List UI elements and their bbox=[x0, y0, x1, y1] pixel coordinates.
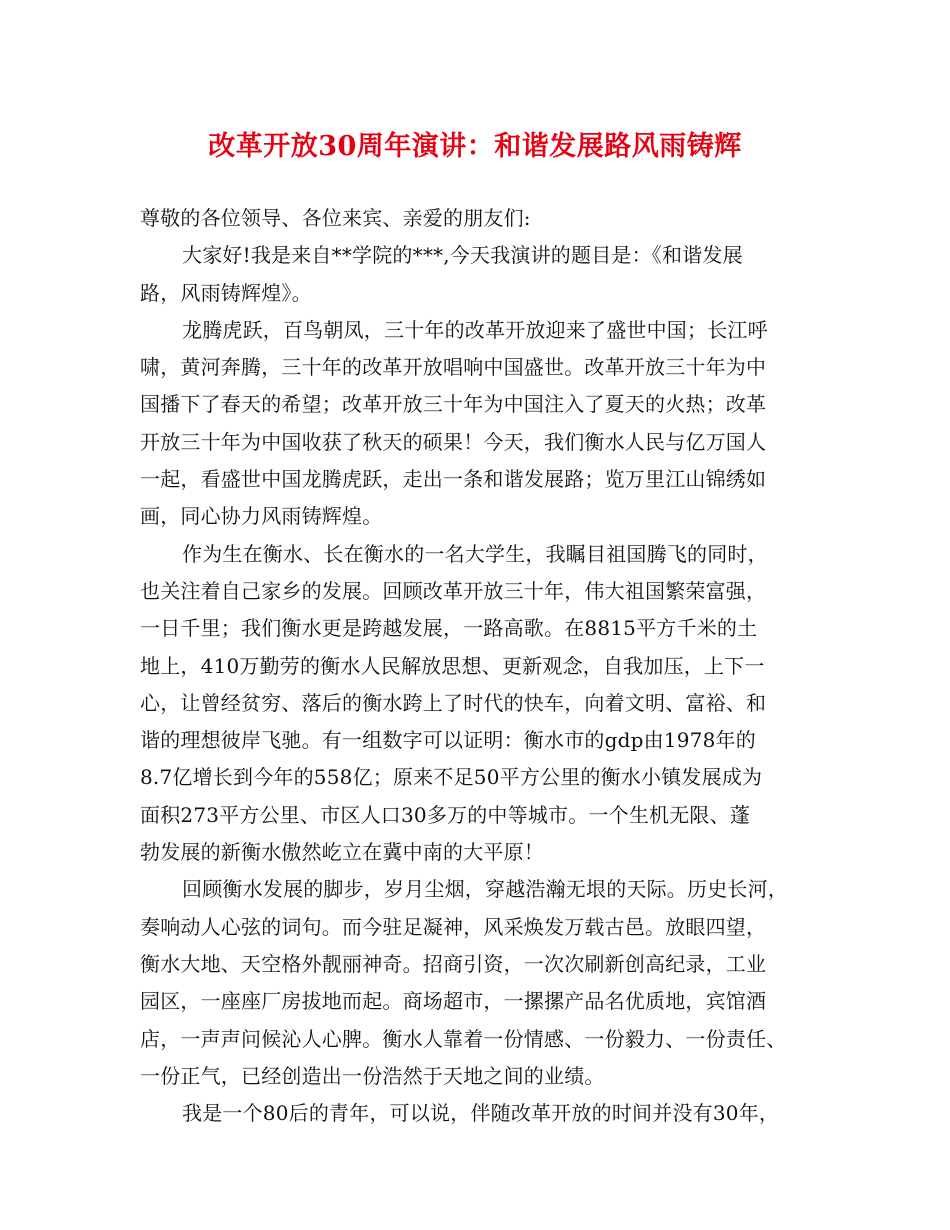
paragraph-line: 一日千里；我们衡水更是跨越发展，一路高歌。在8815平方千米的土 bbox=[140, 616, 758, 641]
salutation-line: 尊敬的各位领导、各位来宾、亲爱的朋友们: bbox=[140, 206, 531, 230]
paragraph-line: 开放三十年为中国收获了秋天的硕果！今天，我们衡水人民与亿万国人 bbox=[140, 429, 767, 454]
paragraph-line: 勃发展的新衡水傲然屹立在冀中南的大平原！ bbox=[140, 840, 544, 865]
paragraph-line: 我是一个80后的青年，可以说，伴随改革开放的时间并没有30年， bbox=[182, 1101, 780, 1126]
paragraph-line: 园区，一座座厂房拔地而起。商场超市，一摞摞产品名优质地，宾馆酒 bbox=[140, 989, 767, 1014]
paragraph-line: 谐的理想彼岸飞驰。有一组数字可以证明：衡水市的gdp由1978年的 bbox=[140, 728, 756, 753]
paragraph-line: 路，风雨铸辉煌》。 bbox=[140, 280, 312, 305]
paragraph-line: 8.7亿增长到今年的558亿；原来不足50平方公里的衡水小镇发展成为 bbox=[140, 765, 763, 790]
paragraph-line: 面积273平方公里、市区人口30多万的中等城市。一个生机无限、蓬 bbox=[140, 802, 751, 827]
paragraph-line: 作为生在衡水、长在衡水的一名大学生，我瞩目祖国腾飞的同时， bbox=[182, 541, 768, 566]
paragraph-line: 奏响动人心弦的词句。而今驻足凝神，风采焕发万载古邑。放眼四望， bbox=[140, 914, 767, 939]
paragraph-line: 地上，410万勤劳的衡水人民解放思想、更新观念，自我加压，上下一 bbox=[140, 653, 765, 678]
paragraph-line: 画，同心协力风雨铸辉煌。 bbox=[140, 504, 383, 529]
paragraph-line: 回顾衡水发展的脚步，岁月尘烟，穿越浩瀚无垠的天际。历史长河， bbox=[182, 877, 788, 902]
paragraph-line: 一份正气，已经创造出一份浩然于天地之间的业绩。 bbox=[140, 1063, 605, 1088]
paragraph-line: 国播下了春天的希望；改革开放三十年为中国注入了夏天的火热；改革 bbox=[140, 392, 767, 417]
paragraph-line: 也关注着自己家乡的发展。回顾改革开放三十年，伟大祖国繁荣富强， bbox=[140, 578, 767, 603]
paragraph-line: 店，一声声问候沁人心脾。衡水人靠着一份情感、一份毅力、一份责任、 bbox=[140, 1026, 787, 1051]
paragraph-line: 衡水大地、天空格外靓丽神奇。招商引资，一次次刷新创高纪录，工业 bbox=[140, 951, 767, 976]
paragraph-line: 一起，看盛世中国龙腾虎跃，走出一条和谐发展路；览万里江山锦绣如 bbox=[140, 467, 767, 492]
page-title: 改革开放30周年演讲：和谐发展路风雨铸辉 bbox=[208, 131, 742, 162]
paragraph-line: 啸，黄河奔腾，三十年的改革开放唱响中国盛世。改革开放三十年为中 bbox=[140, 355, 767, 380]
paragraph-line: 大家好!我是来自**学院的***,今天我演讲的题目是：《和谐发展 bbox=[182, 243, 743, 268]
paragraph-line: 龙腾虎跃，百鸟朝凤，三十年的改革开放迎来了盛世中国；长江呼 bbox=[182, 317, 768, 342]
speech-body bbox=[140, 200, 825, 1132]
paragraph-line: 心，让曾经贫穷、落后的衡水跨上了时代的快车，向着文明、富裕、和 bbox=[140, 690, 767, 715]
